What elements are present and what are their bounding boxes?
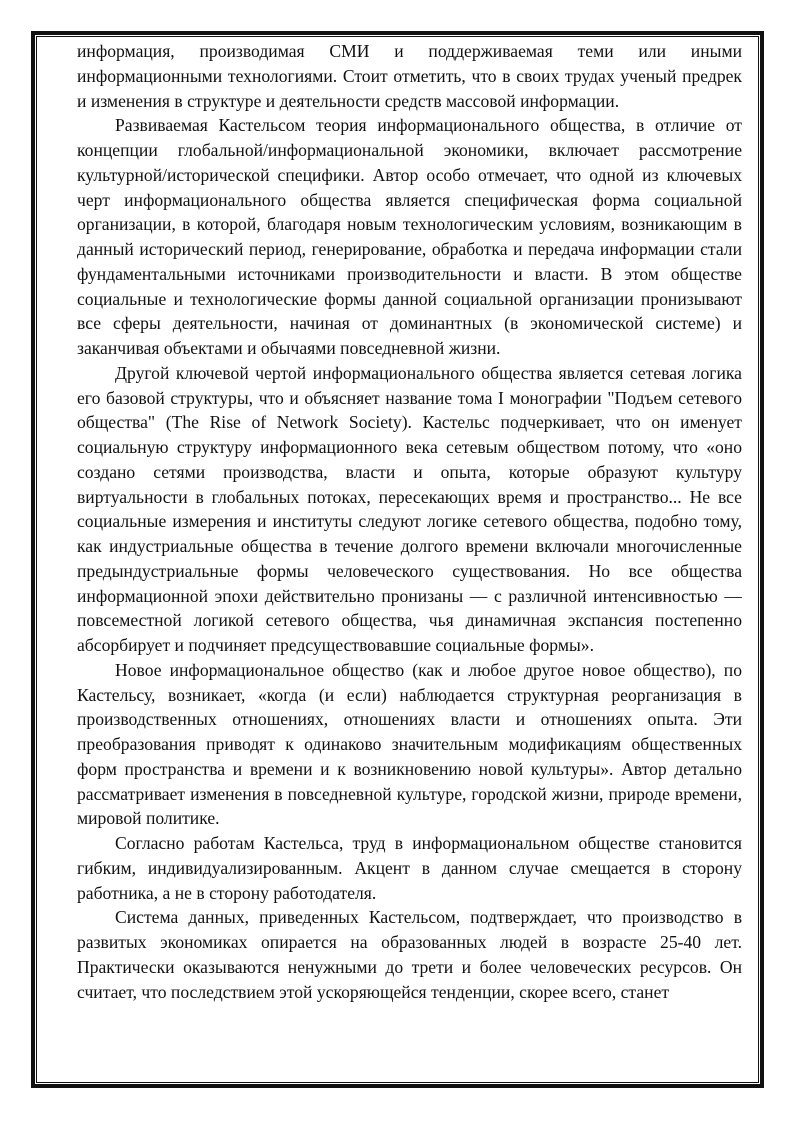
paragraph-continuation: информация, производимая СМИ и поддерживаемая теми или иными информационными технологиями. Стоит отметить, что в своих трудах ученый предрек и изменения в структуре и деятельности средств массовой информации.	[77, 41, 742, 111]
paragraph-network-logic: Другой ключевой чертой информационального общества является сетевая логика его базовой структуры, что и объясняет название тома I монографии "Подъем сетевого общества" (The Rise of Network Society). Кастельс подчеркивает, что он именует социальную структуру информационного века сетевым обществом потому, что «оно создано сетями производства, власти и опыта, которые образуют культуру виртуальности в глобальных потоках, пересекающих время и пространство... Не все социальные измерения и институты следуют логике сетевого общества, подобно тому, как индустриальные общества в течение долгого времени включали многочисленные предындустриальные формы человеческого существования. Но все общества информационной эпохи действительно пронизаны — с различной интенсивностью — повсеместной логикой сетевого общества, чья динамичная экспансия постепенно абсорбирует и подчиняет предсуществовавшие социальные формы».	[77, 362, 742, 655]
paragraph-data-system: Система данных, приведенных Кастельсом, подтверждает, что производство в развитых экономиках опирается на образованных людей в возрасте 25-40 лет. Практически оказываются ненужными до трети и более человеческих ресурсов. Он считает, что последствием этой ускоряющейся тенденции, скорее всего, станет	[77, 907, 742, 1002]
document-body	[77, 39, 742, 1004]
paragraph-information-society-theory: Развиваемая Кастельсом теория информационального общества, в отличие от концепции глобальной/информациональной экономики, включает рассмотрение культурной/исторической специфики. Автор особо отмечает, что одной из ключевых черт информационального общества является специфическая форма социальной организации, в которой, благодаря новым технологическим условиям, возникающим в данный исторический период, генерирование, обработка и передача информации стали фундаментальными источниками производительности и власти. В этом обществе социальные и технологические формы данной социальной организации пронизывают все сферы деятельности, начиная от доминантных (в экономической системе) и заканчивая объектами и обычаями повседневной жизни.	[77, 115, 742, 358]
paragraph-new-society: Новое информациональное общество (как и любое другое новое общество), по Кастельсу, возникает, «когда (и если) наблюдается структурная реорганизация в производственных отношениях, отношениях власти и отношениях опыта. Эти преобразования приводят к одинаково значительным модификациям общественных форм пространства и времени и к возникновению новой культуры». Автор детально рассматривает изменения в повседневной культуре, городской жизни, природе времени, мировой политике.	[77, 659, 742, 829]
paragraph-flexible-labor: Согласно работам Кастельса, труд в информациональном обществе становится гибким, индивидуализированным. Акцент в данном случае смещается в сторону работника, а не в сторону работодателя.	[77, 833, 742, 903]
